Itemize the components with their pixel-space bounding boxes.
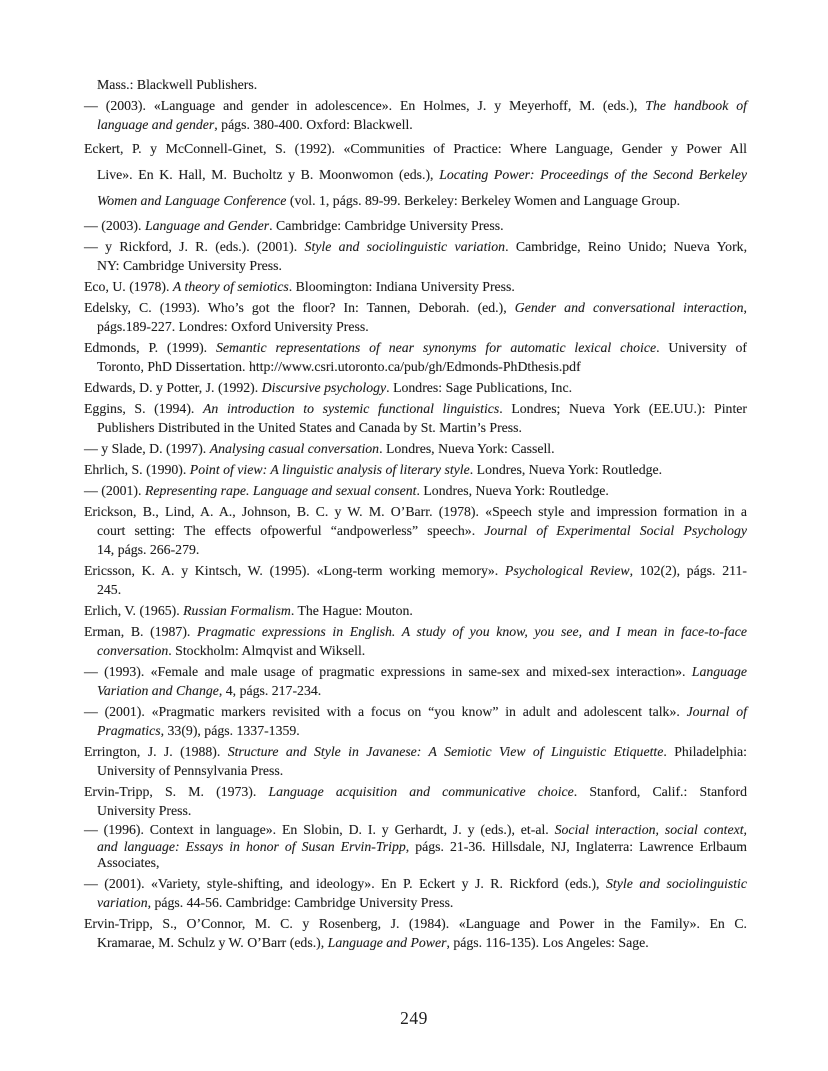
entry-line bbox=[84, 874, 747, 893]
entry-line bbox=[97, 801, 747, 820]
bibliography-entry bbox=[84, 502, 747, 559]
bibliography-entry bbox=[84, 561, 747, 599]
entry-text: . Philadelphia: bbox=[663, 744, 748, 759]
entry-text-italic: Discursive psychology bbox=[261, 380, 387, 395]
entry-line bbox=[84, 702, 747, 721]
entry-text: Ervin-Tripp, S., O’Connor, M. C. y Rosenberg, J. (1984). «Language and Power in the Family». En C. bbox=[84, 915, 747, 931]
entry-line bbox=[97, 540, 747, 559]
entry-text: — (2003). bbox=[84, 218, 145, 233]
entry-line bbox=[97, 721, 747, 740]
entry-text: , bbox=[743, 300, 747, 315]
entry-text: , 33(9), págs. 1337-1359. bbox=[160, 723, 300, 738]
entry-text-italic: Semantic representations of near synonyms for automatic lexical choice bbox=[216, 340, 657, 355]
entry-text-italic: Psychological Review bbox=[504, 563, 630, 578]
entry-text-italic: Language bbox=[691, 664, 747, 679]
entry-text: — (1996). Context in language». En Slobin, D. I. y Gerhardt, J. y (eds.), et-al. bbox=[84, 822, 555, 837]
entry-text: Edmonds, P. (1999). bbox=[84, 340, 217, 355]
entry-text: . Londres: Sage Publications, Inc. bbox=[386, 380, 573, 395]
bibliography-entry bbox=[84, 460, 747, 479]
entry-text: . Bloomington: Indiana University Press. bbox=[288, 279, 515, 294]
entry-text-italic: Style and sociolinguistic bbox=[606, 875, 747, 891]
entry-text: 245. bbox=[97, 582, 122, 597]
entry-text: University Press. bbox=[97, 803, 192, 818]
entry-text-italic: The handbook of bbox=[645, 98, 747, 113]
entry-line bbox=[84, 96, 747, 115]
entry-text: Eckert, P. y McConnell-Ginet, S. (1992). «Communities of Practice: Where Language, Gender y Power All bbox=[84, 141, 747, 156]
entry-text: Eggins, S. (1994). bbox=[84, 401, 203, 416]
entry-text: Ervin-Tripp, S. M. (1973). bbox=[84, 784, 269, 799]
entry-text: . The Hague: Mouton. bbox=[290, 603, 413, 618]
entry-text: NY: Cambridge University Press. bbox=[97, 258, 282, 273]
entry-text-italic: Language acquisition and communicative choice bbox=[268, 784, 574, 799]
entry-line bbox=[84, 662, 747, 681]
page-number: 249 bbox=[400, 1008, 428, 1028]
entry-text: University of Pennsylvania Press. bbox=[97, 763, 284, 778]
entry-line bbox=[84, 378, 747, 397]
bibliography-entry bbox=[84, 277, 747, 296]
entry-line bbox=[97, 933, 747, 952]
entry-text-italic: Women and Language Conference bbox=[97, 193, 287, 208]
entry-line bbox=[97, 418, 747, 437]
entry-text: . University of bbox=[656, 340, 748, 355]
entry-text: . Londres, Nueva York: Cassell. bbox=[379, 441, 555, 456]
entry-text-italic: conversation bbox=[97, 643, 169, 658]
entry-line bbox=[84, 439, 747, 458]
entry-text-italic: Point of view: A linguistic analysis of literary style bbox=[189, 462, 470, 477]
entry-text: Erman, B. (1987). bbox=[84, 624, 198, 639]
bibliography-entry bbox=[84, 601, 747, 620]
entry-line bbox=[84, 338, 747, 357]
bibliography bbox=[84, 75, 747, 954]
entry-text-italic: variation bbox=[97, 894, 148, 910]
entry-text: , págs. 21-36. Hillsdale, NJ, Inglaterra: Lawrence Erlbaum bbox=[405, 838, 747, 854]
entry-line bbox=[97, 580, 747, 599]
entry-text-italic: Language and Gender bbox=[144, 218, 270, 233]
entry-text: . Londres, Nueva York: Routledge. bbox=[469, 462, 663, 477]
entry-text-italic: Pragmatic expressions in English. A study of you know, you see, and I mean in face-to-face bbox=[197, 624, 747, 639]
entry-line bbox=[97, 188, 747, 214]
bibliography-entry bbox=[84, 481, 747, 500]
entry-text-italic: Analysing casual conversation bbox=[209, 441, 380, 456]
entry-line bbox=[84, 742, 747, 761]
bibliography-entry bbox=[84, 702, 747, 740]
entry-text-italic: and language: Essays in honor of Susan Ervin-Tripp bbox=[97, 838, 406, 854]
entry-text: . Cambridge, Reino Unido; Nueva York, bbox=[505, 239, 748, 254]
entry-text: Associates, bbox=[97, 855, 160, 870]
entry-text-italic: Language and Power bbox=[327, 934, 447, 950]
entry-text: Erlich, V. (1965). bbox=[84, 603, 184, 618]
entry-line bbox=[84, 136, 747, 162]
entry-line bbox=[84, 237, 747, 256]
entry-line bbox=[97, 256, 747, 275]
entry-text-italic: Locating Power: Proceedings of the Second Berkeley bbox=[439, 167, 748, 182]
bibliography-entry bbox=[84, 782, 747, 820]
entry-line bbox=[84, 277, 747, 296]
entry-line bbox=[84, 460, 747, 479]
entry-text: Live». En K. Hall, M. Bucholtz y B. Moonwomon (eds.), bbox=[97, 167, 440, 182]
entry-line bbox=[84, 914, 747, 933]
entry-text: . Cambridge: Cambridge University Press. bbox=[269, 218, 504, 233]
entry-text-italic: Gender and conversational interaction bbox=[514, 300, 744, 315]
entry-line bbox=[97, 162, 747, 188]
bibliography-entry bbox=[84, 96, 747, 134]
entry-line bbox=[97, 115, 747, 134]
entry-text-italic: Pragmatics bbox=[97, 723, 161, 738]
entry-text: (vol. 1, págs. 89-99. Berkeley: Berkeley Women and Language Group. bbox=[286, 193, 681, 208]
entry-text: Mass.: Blackwell Publishers. bbox=[97, 77, 258, 92]
entry-text: págs.189-227. Londres: Oxford University Press. bbox=[97, 319, 369, 334]
entry-text: Edelsky, C. (1993). Who’s got the floor? In: Tannen, Deborah. (ed.), bbox=[84, 300, 515, 315]
entry-text: . Stanford, Calif.: Stanford bbox=[573, 784, 747, 799]
entry-text-italic: Structure and Style in Javanese: A Semiotic View of Linguistic Etiquette bbox=[227, 744, 664, 759]
bibliography-entry bbox=[84, 622, 747, 660]
bibliography-entry bbox=[84, 237, 747, 275]
entry-text-italic: Variation and Change bbox=[97, 683, 219, 698]
bibliography-entry bbox=[84, 75, 747, 94]
bibliography-entry bbox=[84, 136, 747, 214]
entry-line bbox=[97, 839, 747, 856]
entry-text: , 102(2), págs. 211- bbox=[629, 563, 748, 578]
entry-line bbox=[97, 893, 747, 912]
entry-text: Erickson, B., Lind, A. A., Johnson, B. C. y W. M. O’Barr. (1978). «Speech style and impression formation in a bbox=[84, 504, 747, 519]
entry-line bbox=[84, 561, 747, 580]
bibliography-entry bbox=[84, 439, 747, 458]
entry-text: . Londres; Nueva York (EE.UU.): Pinter bbox=[499, 401, 748, 416]
entry-text: — y Slade, D. (1997). bbox=[84, 441, 210, 456]
entry-text: Ehrlich, S. (1990). bbox=[84, 462, 190, 477]
entry-line bbox=[97, 357, 747, 376]
entry-line bbox=[84, 298, 747, 317]
entry-line bbox=[97, 75, 747, 94]
bibliography-entry bbox=[84, 822, 747, 872]
entry-text: — (2001). «Variety, style-shifting, and ideology». En P. Eckert y J. R. Rickford (eds.), bbox=[84, 875, 606, 891]
entry-line bbox=[84, 782, 747, 801]
entry-line bbox=[84, 601, 747, 620]
entry-text: Publishers Distributed in the United States and Canada by St. Martin’s Press. bbox=[97, 420, 522, 435]
entry-text-italic: Social interaction, social context, bbox=[554, 822, 747, 837]
entry-text-italic: language and gender bbox=[97, 117, 215, 132]
entry-text: Eco, U. (1978). bbox=[84, 279, 173, 294]
entry-line bbox=[97, 855, 747, 872]
entry-text: . Londres, Nueva York: Routledge. bbox=[416, 483, 609, 498]
entry-text-italic: Style and sociolinguistic variation bbox=[304, 239, 506, 254]
entry-line bbox=[84, 502, 747, 521]
entry-line bbox=[84, 822, 747, 839]
bibliography-entry bbox=[84, 298, 747, 336]
entry-line bbox=[84, 481, 747, 500]
bibliography-entry bbox=[84, 338, 747, 376]
entry-text: — (2001). «Pragmatic markers revisited with a focus on “you know” in adult and adolescent talk». bbox=[84, 704, 687, 719]
entry-line bbox=[84, 216, 747, 235]
entry-text: — (2001). bbox=[84, 483, 145, 498]
entry-text: — (1993). «Female and male usage of pragmatic expressions in same-sex and mixed-sex interaction». bbox=[84, 664, 692, 679]
bibliography-entry bbox=[84, 662, 747, 700]
entry-line bbox=[97, 521, 747, 540]
bibliography-entry bbox=[84, 378, 747, 397]
entry-line bbox=[97, 317, 747, 336]
entry-line bbox=[97, 761, 747, 780]
entry-text: Errington, J. J. (1988). bbox=[84, 744, 228, 759]
entry-text-italic: Journal of Experimental Social Psychology bbox=[484, 523, 747, 538]
entry-text: , págs. 44-56. Cambridge: Cambridge University Press. bbox=[147, 894, 454, 910]
entry-text: , págs. 116-135). Los Angeles: Sage. bbox=[446, 934, 649, 950]
entry-line bbox=[84, 399, 747, 418]
entry-text-italic: A theory of semiotics bbox=[172, 279, 289, 294]
bibliography-entry bbox=[84, 742, 747, 780]
entry-text-italic: Russian Formalism bbox=[183, 603, 291, 618]
entry-text-italic: Representing rape. Language and sexual consent bbox=[144, 483, 417, 498]
entry-text: . Stockholm: Almqvist and Wiksell. bbox=[168, 643, 366, 658]
entry-line bbox=[84, 622, 747, 641]
entry-line bbox=[97, 641, 747, 660]
entry-text: , págs. 380-400. Oxford: Blackwell. bbox=[214, 117, 413, 132]
entry-text: , 4, págs. 217-234. bbox=[218, 683, 322, 698]
entry-text-italic: Journal of bbox=[686, 704, 747, 719]
entry-text: Ericsson, K. A. y Kintsch, W. (1995). «Long-term working memory». bbox=[84, 563, 505, 578]
bibliography-entry bbox=[84, 874, 747, 912]
entry-text: court setting: The effects ofpowerful “andpowerless” speech». bbox=[97, 523, 485, 538]
entry-text: Toronto, PhD Dissertation. http://www.csri.utoronto.ca/pub/gh/Edmonds-PhDthesis.pdf bbox=[97, 359, 581, 374]
entry-text: Edwards, D. y Potter, J. (1992). bbox=[84, 380, 262, 395]
entry-line bbox=[97, 681, 747, 700]
entry-text: 14, págs. 266-279. bbox=[97, 542, 200, 557]
bibliography-entry bbox=[84, 399, 747, 437]
bibliography-entry bbox=[84, 216, 747, 235]
entry-text: — y Rickford, J. R. (eds.). (2001). bbox=[84, 239, 305, 254]
entry-text: Kramarae, M. Schulz y W. O’Barr (eds.), bbox=[97, 934, 328, 950]
entry-text-italic: An introduction to systemic functional linguistics bbox=[203, 401, 500, 416]
entry-text: — (2003). «Language and gender in adolescence». En Holmes, J. y Meyerhoff, M. (eds.), bbox=[84, 98, 646, 113]
bibliography-entry bbox=[84, 914, 747, 952]
